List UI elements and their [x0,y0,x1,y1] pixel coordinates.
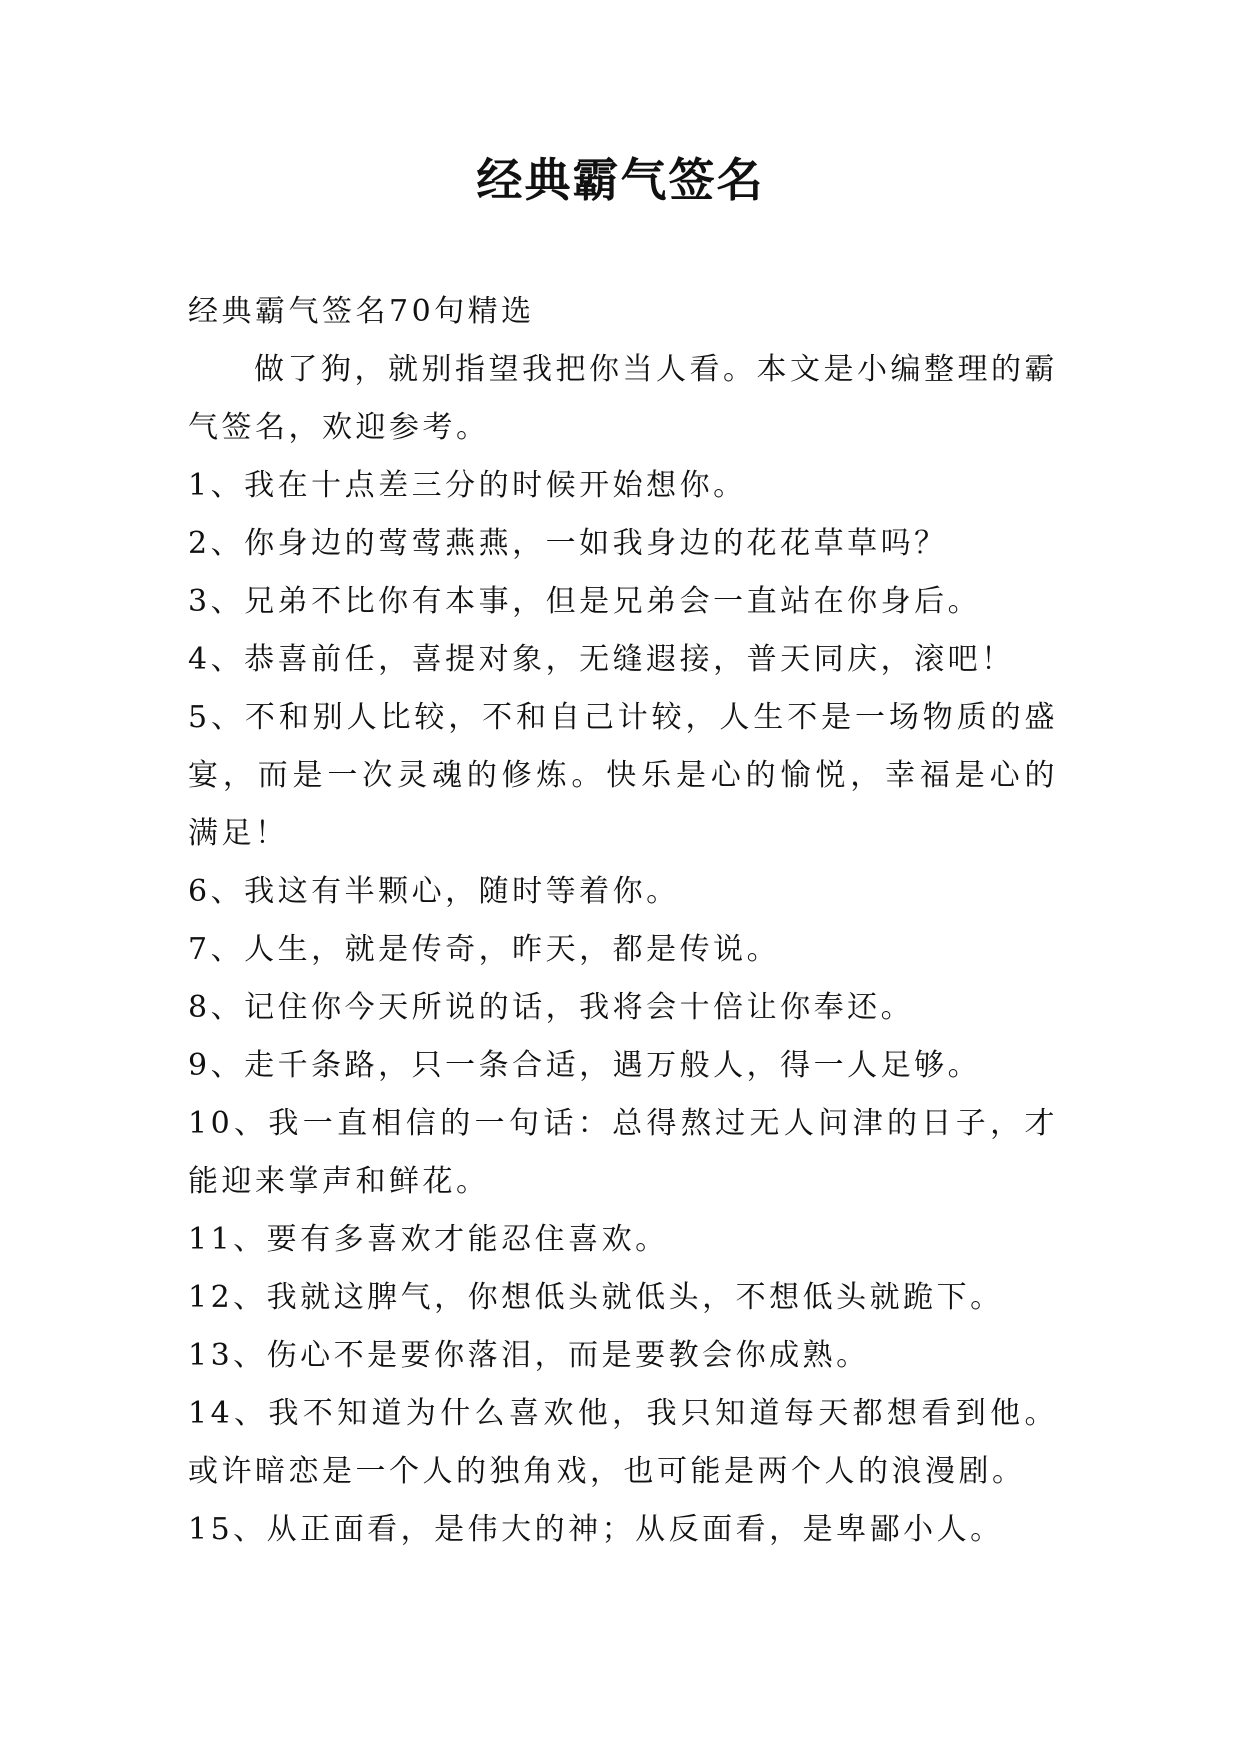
list-item: 14、我不知道为什么喜欢他，我只知道每天都想看到他。或许暗恋是一个人的独角戏，也可能是两个人的浪漫剧。 [188,1396,1058,1489]
document-body [188,283,1058,1559]
list-item: 13、伤心不是要你落泪，而是要教会你成熟。 [188,1338,870,1373]
intro-paragraph: 做了狗，就别指望我把你当人看。本文是小编整理的霸气签名，欢迎参考。 [188,352,1058,445]
list-item: 10、我一直相信的一句话：总得熬过无人问津的日子，才能迎来掌声和鲜花。 [188,1106,1058,1199]
list-item: 11、要有多喜欢才能忍住喜欢。 [188,1222,669,1257]
list-item: 5、不和别人比较，不和自己计较，人生不是一场物质的盛宴，而是一次灵魂的修炼。快乐是心的愉悦，幸福是心的满足！ [188,700,1058,851]
list-item: 1、我在十点差三分的时候开始想你。 [188,468,747,503]
list-item: 4、恭喜前任，喜提对象，无缝遐接，普天同庆，滚吧！ [188,642,1015,677]
document-title: 经典霸气签名 [476,153,765,207]
list-item: 6、我这有半颗心，随时等着你。 [188,874,680,909]
list-item: 15、从正面看，是伟大的神；从反面看，是卑鄙小人。 [188,1512,1004,1547]
list-item: 2、你身边的莺莺燕燕，一如我身边的花花草草吗？ [188,526,948,561]
list-item: 8、记住你今天所说的话，我将会十倍让你奉还。 [188,990,915,1025]
list-item: 3、兄弟不比你有本事，但是兄弟会一直站在你身后。 [188,584,982,619]
list-item: 12、我就这脾气，你想低头就低头，不想低头就跪下。 [188,1280,1004,1315]
document-subtitle: 经典霸气签名70句精选 [188,294,535,329]
list-item: 9、走千条路，只一条合适，遇万般人，得一人足够。 [188,1048,982,1083]
list-item: 7、人生，就是传奇，昨天，都是传说。 [188,932,781,967]
